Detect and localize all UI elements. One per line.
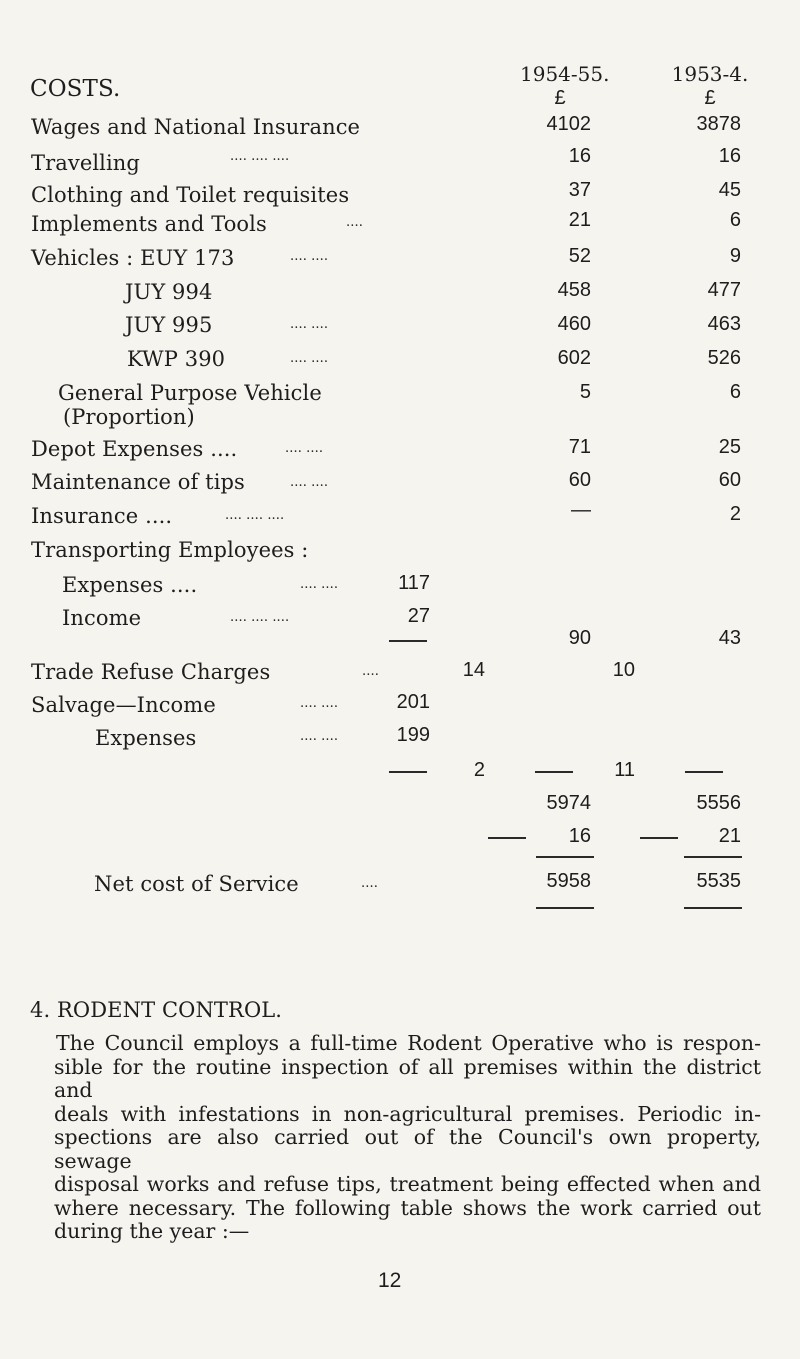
net-cost-1954: 5958 <box>546 870 591 892</box>
transport-expenses-value: 117 <box>398 572 430 594</box>
deduction-1954: 16 <box>568 825 591 847</box>
column-header-1953-4: 1953-4. <box>671 62 749 86</box>
row-value-1953: 9 <box>729 245 741 267</box>
row-label: Insurance .... <box>31 504 173 528</box>
row-leader: .... .... .... <box>225 508 285 523</box>
row-value-1953: 3878 <box>696 113 741 135</box>
row-value-1954: 21 <box>568 209 591 231</box>
column-header-1954-55: 1954-55. <box>520 62 610 86</box>
paragraph-line: spections are also carried out of the Council's own property, sewage <box>54 1125 761 1173</box>
row-label: JUY 995 <box>125 313 213 337</box>
subtotal-rule <box>685 771 723 773</box>
net-cost-leader: .... <box>361 876 378 891</box>
row-label: (Proportion) <box>63 405 195 429</box>
trade-refuse-leader: .... <box>362 664 379 679</box>
row-value-1953: 2 <box>729 503 741 525</box>
row-value-1953: 6 <box>729 381 741 403</box>
row-value-1954: 37 <box>568 179 591 201</box>
row-label: Implements and Tools <box>31 212 267 236</box>
row-leader: .... .... <box>290 351 329 366</box>
row-label: Vehicles : EUY 173 <box>31 246 235 270</box>
row-leader: .... .... <box>290 475 329 490</box>
row-value-1953: 526 <box>707 347 741 369</box>
row-label: Maintenance of tips <box>31 470 245 494</box>
paragraph-line: during the year :— <box>54 1219 250 1243</box>
row-leader: .... <box>346 215 363 230</box>
paragraph-line: sible for the routine inspection of all premises within the district and <box>54 1054 761 1102</box>
trade-refuse-label: Trade Refuse Charges <box>31 660 271 684</box>
transport-value-1953: 43 <box>718 627 741 649</box>
section-title: COSTS. <box>30 76 121 102</box>
transport-income-label: Income <box>62 606 142 630</box>
row-label: Depot Expenses .... <box>31 437 238 461</box>
row-label: Clothing and Toilet requisites <box>31 183 350 207</box>
paragraph-line: deals with infestations in non-agricultural premises. Periodic in- <box>54 1101 761 1126</box>
row-leader: .... .... <box>290 317 329 332</box>
trade-refuse-value-1953: 10 <box>612 659 635 681</box>
row-leader: .... .... .... <box>230 149 290 164</box>
salvage-income-leader: .... .... <box>300 696 339 711</box>
deduction-1953: 21 <box>718 825 741 847</box>
row-value-1953: 6 <box>729 209 741 231</box>
column-unit-1: £ <box>554 87 566 109</box>
row-leader: .... .... <box>285 441 324 456</box>
gross-total-1953: 5556 <box>696 792 741 814</box>
rodent-paragraph <box>56 1032 761 1244</box>
row-value-1954: 602 <box>557 347 591 369</box>
salvage-expenses-label: Expenses <box>95 726 197 750</box>
row-label: General Purpose Vehicle <box>58 381 322 405</box>
paragraph-line: where necessary. The following table shows the work carried out <box>54 1195 761 1220</box>
salvage-income-value: 201 <box>396 691 430 713</box>
row-value-1954: 458 <box>557 279 591 301</box>
transport-value-1954: 90 <box>568 627 591 649</box>
row-value-1953: 60 <box>718 469 741 491</box>
rodent-heading: 4. RODENT CONTROL. <box>30 998 283 1022</box>
transport-expenses-label: Expenses .... <box>62 573 198 597</box>
trade-refuse-value-1954: 14 <box>462 659 485 681</box>
transport-income-leader: .... .... .... <box>230 610 290 625</box>
row-label: Travelling <box>31 151 140 175</box>
column-unit-2: £ <box>704 87 716 109</box>
row-value-1953: 16 <box>718 145 741 167</box>
salvage-value-1954: 2 <box>473 759 485 781</box>
row-value-1954: — <box>571 499 591 521</box>
total-rule <box>536 856 594 858</box>
net-cost-1953: 5535 <box>696 870 741 892</box>
row-label: JUY 994 <box>125 280 213 304</box>
net-rule <box>684 907 742 909</box>
net-rule <box>536 907 594 909</box>
row-value-1954: 460 <box>557 313 591 335</box>
row-value-1954: 52 <box>568 245 591 267</box>
row-value-1954: 4102 <box>546 113 591 135</box>
page-number: 12 <box>378 1269 402 1292</box>
subtotal-rule <box>389 771 427 773</box>
row-value-1954: 16 <box>568 145 591 167</box>
net-cost-label: Net cost of Service <box>94 872 299 896</box>
paragraph-line: The Council employs a full-time Rodent Operative who is respon- <box>56 1031 761 1055</box>
transport-expenses-leader: .... .... <box>300 577 339 592</box>
row-value-1953: 25 <box>718 436 741 458</box>
salvage-expenses-leader: .... .... <box>300 729 339 744</box>
salvage-expenses-value: 199 <box>396 724 430 746</box>
paragraph-line: disposal works and refuse tips, treatment being effected when and <box>54 1172 761 1196</box>
row-label: KWP 390 <box>127 347 226 371</box>
row-value-1954: 71 <box>568 436 591 458</box>
subtotal-rule <box>389 640 427 642</box>
subtotal-rule <box>535 771 573 773</box>
row-value-1954: 60 <box>568 469 591 491</box>
transport-income-value: 27 <box>407 605 430 627</box>
total-rule <box>684 856 742 858</box>
salvage-value-1953: 11 <box>614 759 635 781</box>
transport-heading: Transporting Employees : <box>31 538 309 562</box>
row-value-1953: 477 <box>707 279 741 301</box>
row-value-1953: 45 <box>718 179 741 201</box>
row-label: Wages and National Insurance <box>31 115 361 139</box>
row-leader: .... .... <box>290 249 329 264</box>
salvage-income-label: Salvage—Income <box>31 693 216 717</box>
row-value-1953: 463 <box>707 313 741 335</box>
row-value-1954: 5 <box>579 381 591 403</box>
gross-total-1954: 5974 <box>546 792 591 814</box>
